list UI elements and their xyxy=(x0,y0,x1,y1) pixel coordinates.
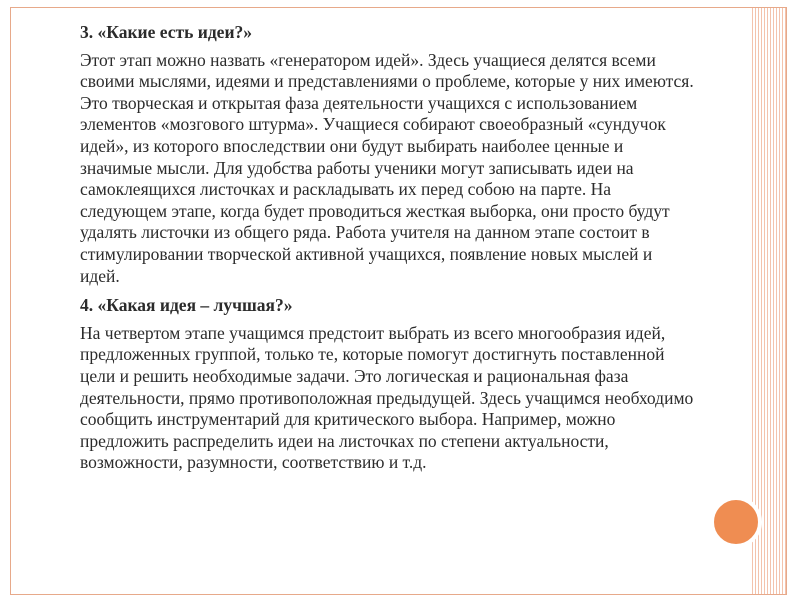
body-text: На четвертом этапе учащимся предстоит выбрать из всего многообразия идей, предложенных группой, только те, которые помогут достигнуть поставленной цели и решить необходимые задачи. Это логическая и рациональная фаза деятельности, прямо противоположная предыдущей. Здесь учащимся необходимо сообщить инструментарий для критического выбора. Например, можно предложить распределить идеи на листочках по степени актуальности, возможности, разумности, соответствию и т.д. xyxy=(80,322,694,473)
body-text: Этот этап можно назвать «генератором идей». Здесь учащиеся делятся всеми своими мыслями, идеями и представлениями о проблеме, которые у них имеются. Это творческая и открытая фаза деятельности учащихся с использованием элементов «мозгового штурма». Учащиеся собирают своеобразный «сундучок идей», из которого впоследствии они будут выбирать наиболее ценные и значимые мысли. Для удобства работы ученики могут записывать идеи на самоклеящихся листочках и раскладывать их перед собою на парте. На следующем этапе, когда будет проводиться жесткая выборка, они просто будут удалять листочки из общего ряда. Работа учителя на данном этапе состоит в стимулировании творческой активной учащихся, появление новых мыслей и идей. xyxy=(80,49,694,286)
decorative-circle xyxy=(710,496,762,548)
slide-content xyxy=(55,22,695,477)
section-body-4 xyxy=(55,323,695,474)
heading-text: 4. «Какая идея – лучшая?» xyxy=(80,295,293,316)
heading-text: 3. «Какие есть идеи?» xyxy=(80,22,253,42)
section-heading-4 xyxy=(55,295,695,317)
section-heading-3 xyxy=(55,22,695,44)
section-body-3 xyxy=(55,50,695,288)
